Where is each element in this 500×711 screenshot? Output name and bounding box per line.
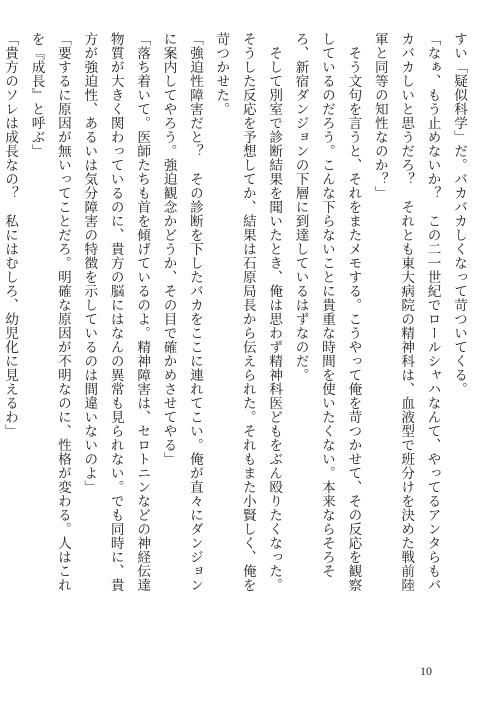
page-number: 10 xyxy=(420,664,432,678)
text-line: 「要するに原因が無いってことだろ。明確な原因が不明なのに、性格が変わる。人はこれを『成長』と呼ぶ」 xyxy=(28,32,71,592)
vertical-text-body xyxy=(2,32,472,592)
text-line: 「貴方のソレは成長なの？ 私にはむしろ、幼児化に見えるわ」 xyxy=(2,32,19,438)
text-line: そして別室で診断結果を聞いたとき、俺は思わず精神科医どもをぶん殴りたくなった。そうした反応を予想してか、結果は石原局長から伝えられた。それもまた小賢しく、俺を苛つかせた。 xyxy=(213,32,283,592)
text-line: 「落ち着いて。医師たちも首を傾げているのよ。精神障害は、セロトニンなどの神経伝達物質が大きく関わっているのに、貴方の脳にはなんの異常も見られない。でも同時に、貴方が強迫性、あるいは気分障害の特徴を示しているのは間違いないのよ」 xyxy=(81,32,151,592)
text-line: 「強迫性障害だと？ その診断を下したバカをここに連れてこい。俺が直々にダンジョンに案内してやろう。強迫観念かどうか、その目で確かめさせてやる」 xyxy=(160,32,203,592)
text-line: 「なぁ、もう止めないか？ この二一世紀でロールシャハなんて、やってるアンタらもバカバカしいと思うだろ？ それとも東大病院の精神科は、血液型で班分けを決めた戦前陸軍と同等の知性なのか？」 xyxy=(371,32,441,592)
text-line: すい「疑似科学」だ。バカバカしくなって苛ついてくる。 xyxy=(451,32,467,396)
text-line: そう文句を言うと、それをまたメモする。こうやって俺を苛つかせて、その反応を観察しているのだろう。こんな下らないことに貴重な時間を使いたくない。本来ならそろそろ、新宿ダンジョンの下層に到達しているはずなのだ。 xyxy=(292,32,362,592)
